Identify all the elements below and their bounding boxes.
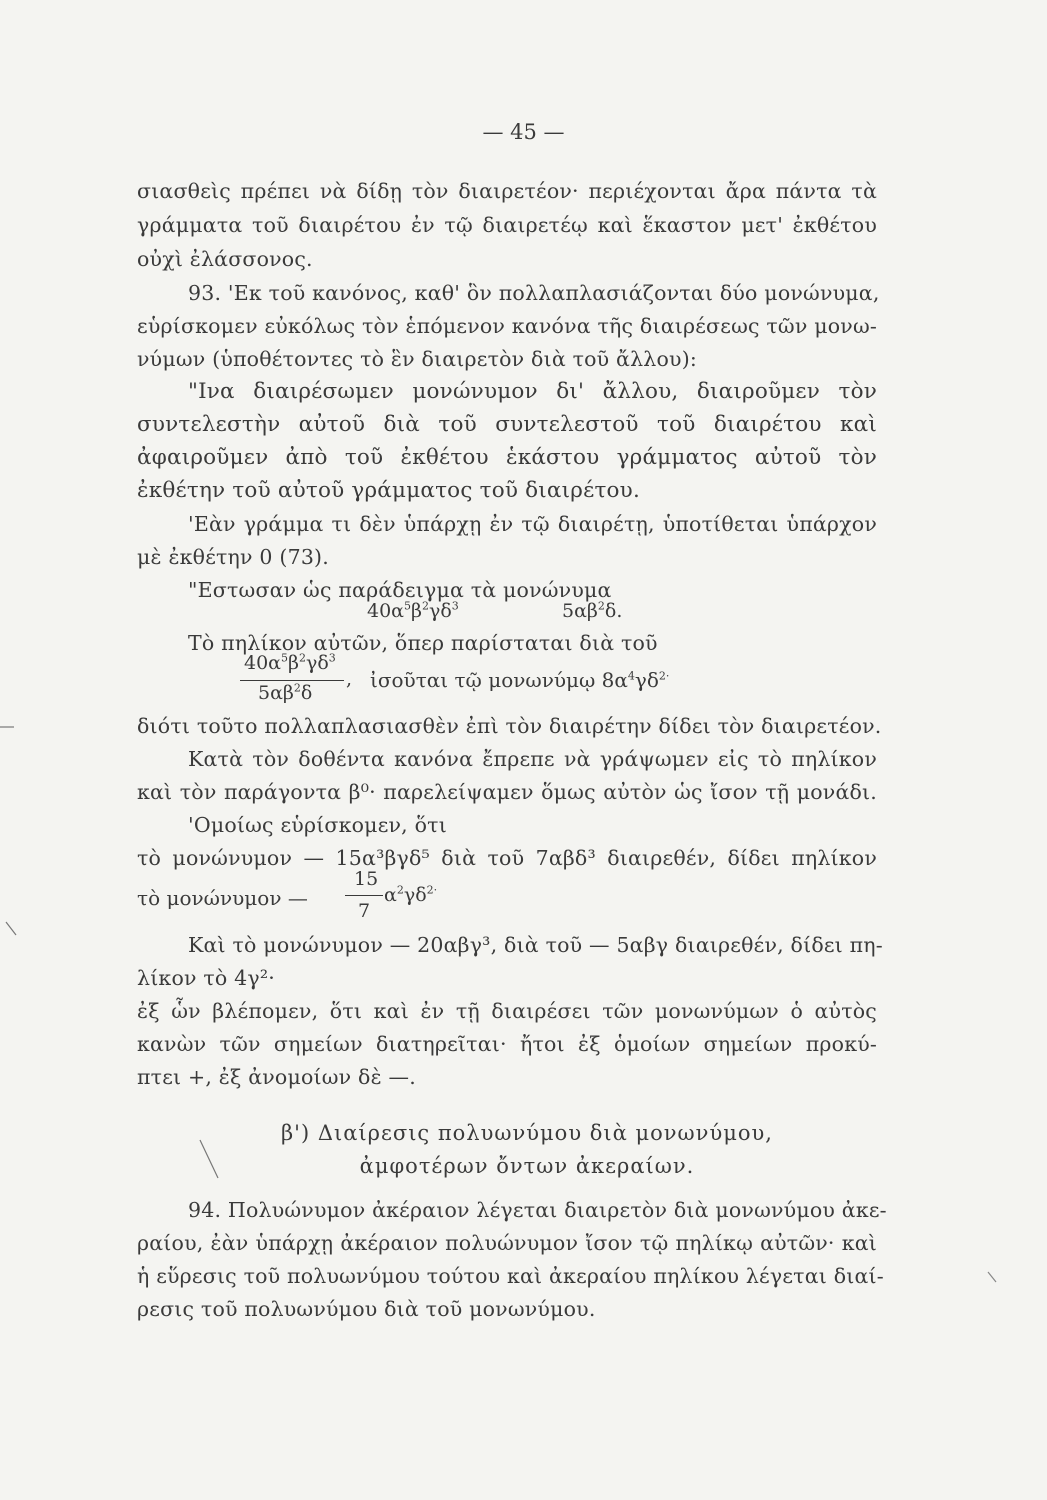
rule-line: συντελεστὴν αὐτοῦ διὰ τοῦ συντελεστοῦ τοῦ διαιρέτου καὶ bbox=[137, 412, 877, 437]
text-line: ρεσις τοῦ πολυωνύμου διὰ τοῦ μονωνύμου. bbox=[137, 1297, 596, 1321]
text-line: μὲ ἐκθέτην 0 (73). bbox=[137, 545, 329, 569]
fraction2-prefix: τὸ μονώνυμον — bbox=[137, 886, 308, 910]
rule-line: ἀφαιροῦμεν ἀπὸ τοῦ ἐκθέτου ἑκάστου γράμματος αὐτοῦ τὸν bbox=[137, 445, 877, 470]
text-line: πτει +, ἐξ ἀνομοίων δὲ —. bbox=[137, 1065, 416, 1089]
text-line: 'Ομοίως εὑρίσκομεν, ὅτι bbox=[188, 813, 447, 837]
rule-line: "Ινα διαιρέσωμεν μονώνυμον δι' ἄλλου, διαιροῦμεν τὸν bbox=[188, 379, 877, 404]
monomial-first: $40\alpha^5\beta^2\gamma\delta^3$ bbox=[367, 599, 459, 622]
stray-pen-mark bbox=[200, 1140, 218, 1178]
text-line: Κατὰ τὸν δοθέντα κανόνα ἔπρεπε νὰ γράψωμεν εἰς τὸ πηλίκον bbox=[188, 747, 877, 771]
text-line: ἐξ ὧν βλέπομεν, ὅτι καὶ ἐν τῇ διαιρέσει τῶν μονωνύμων ὁ αὐτὸς bbox=[137, 999, 877, 1023]
text-line: 94. Πολυώνυμον ἀκέραιον λέγεται διαιρετὸν διὰ μονωνύμου ἀκε- bbox=[188, 1198, 887, 1222]
rule-line: ἐκθέτην τοῦ αὐτοῦ γράμματος τοῦ διαιρέτου. bbox=[137, 478, 640, 503]
text-line: ἡ εὕρεσις τοῦ πολυωνύμου τούτου καὶ ἀκεραίου πηλίκου λέγεται διαί- bbox=[137, 1264, 884, 1288]
monomial-second: $5\alpha\beta^2\delta$. bbox=[562, 599, 623, 622]
text-line: εὑρίσκομεν εὐκόλως τὸν ἑπόμενον κανόνα τῆς διαιρέσεως τῶν μονω- bbox=[137, 314, 877, 338]
text-line: ραίου, ἐὰν ὑπάρχῃ ἀκέραιον πολυώνυμον ἴσον τῷ πηλίκῳ αὐτῶν· καὶ bbox=[137, 1231, 877, 1255]
section-heading-sub: ἀμφοτέρων ὄντων ἀκεραίων. bbox=[359, 1154, 695, 1178]
text-line: Καὶ τὸ μονώνυμον — 20αβγ³, διὰ τοῦ — 5αβγ διαιρεθέν, δίδει πη- bbox=[188, 933, 883, 957]
right-margin-tick bbox=[988, 1272, 996, 1282]
text-line: καὶ τὸν παράγοντα β⁰· παρελείψαμεν ὅμως αὐτὸν ὡς ἴσον τῇ μονάδι. bbox=[137, 780, 877, 804]
text-line: νύμων (ὑποθέτοντες τὸ ἓν διαιρετὸν διὰ τοῦ ἄλλου): bbox=[137, 347, 697, 371]
fraction-denominator: $5\alpha\beta^2\delta$ bbox=[258, 681, 313, 704]
text-line: 'Εὰν γράμμα τι δὲν ὑπάρχῃ ἐν τῷ διαιρέτῃ, ὑποτίθεται ὑπάρχον bbox=[188, 512, 877, 536]
fraction-equals-text: ἰσοῦται τῷ μονωνύμῳ $8\alpha^4\gamma\delta^{2\cdot}$ bbox=[370, 668, 670, 692]
fraction2-suffix: $\alpha^2\gamma\delta^{2\cdot}$ bbox=[384, 883, 438, 906]
left-margin-tick-2 bbox=[6, 922, 16, 935]
text-line: "Εστωσαν ὡς παράδειγμα τὰ μονώνυμα bbox=[188, 578, 612, 602]
text-line: σιασθεὶς πρέπει νὰ δίδῃ τὸν διαιρετέον· περιέχονται ἄρα πάντα τὰ bbox=[137, 179, 877, 203]
text-line: γράμματα τοῦ διαιρέτου ἐν τῷ διαιρετέῳ καὶ ἕκαστον μετ' ἐκθέτου bbox=[137, 213, 877, 237]
fraction2-denominator: 7 bbox=[358, 900, 371, 922]
text-line: οὐχὶ ἐλάσσονος. bbox=[137, 247, 313, 271]
text-line: λίκον τὸ 4γ²· bbox=[137, 966, 275, 990]
section-heading: β') Διαίρεσις πολυωνύμου διὰ μονωνύμου, bbox=[281, 1121, 773, 1145]
text-line: διότι τοῦτο πολλαπλασιασθὲν ἐπὶ τὸν διαιρέτην δίδει τὸν διαιρετέον. bbox=[137, 714, 882, 738]
fraction-numerator: $40\alpha^5\beta^2\gamma\delta^3$ bbox=[244, 651, 336, 674]
text-line: κανὼν τῶν σημείων διατηρεῖται· ἤτοι ἐξ ὁμοίων σημείων προκύ- bbox=[137, 1032, 877, 1056]
text-line: τὸ μονώνυμον — 15α³βγδ⁵ διὰ τοῦ 7αβδ³ διαιρεθέν, δίδει πηλίκον bbox=[137, 846, 877, 870]
fraction2-numerator: 15 bbox=[354, 868, 379, 890]
text-line: 93. 'Εκ τοῦ κανόνος, καθ' ὃν πολλαπλασιάζονται δύο μονώνυμα, bbox=[188, 281, 880, 305]
text-line: Τὸ πηλίκον αὐτῶν, ὅπερ παρίσταται διὰ τοῦ bbox=[188, 631, 658, 655]
fraction-comma: , bbox=[346, 668, 353, 690]
page-number: — 45 — bbox=[482, 120, 565, 144]
